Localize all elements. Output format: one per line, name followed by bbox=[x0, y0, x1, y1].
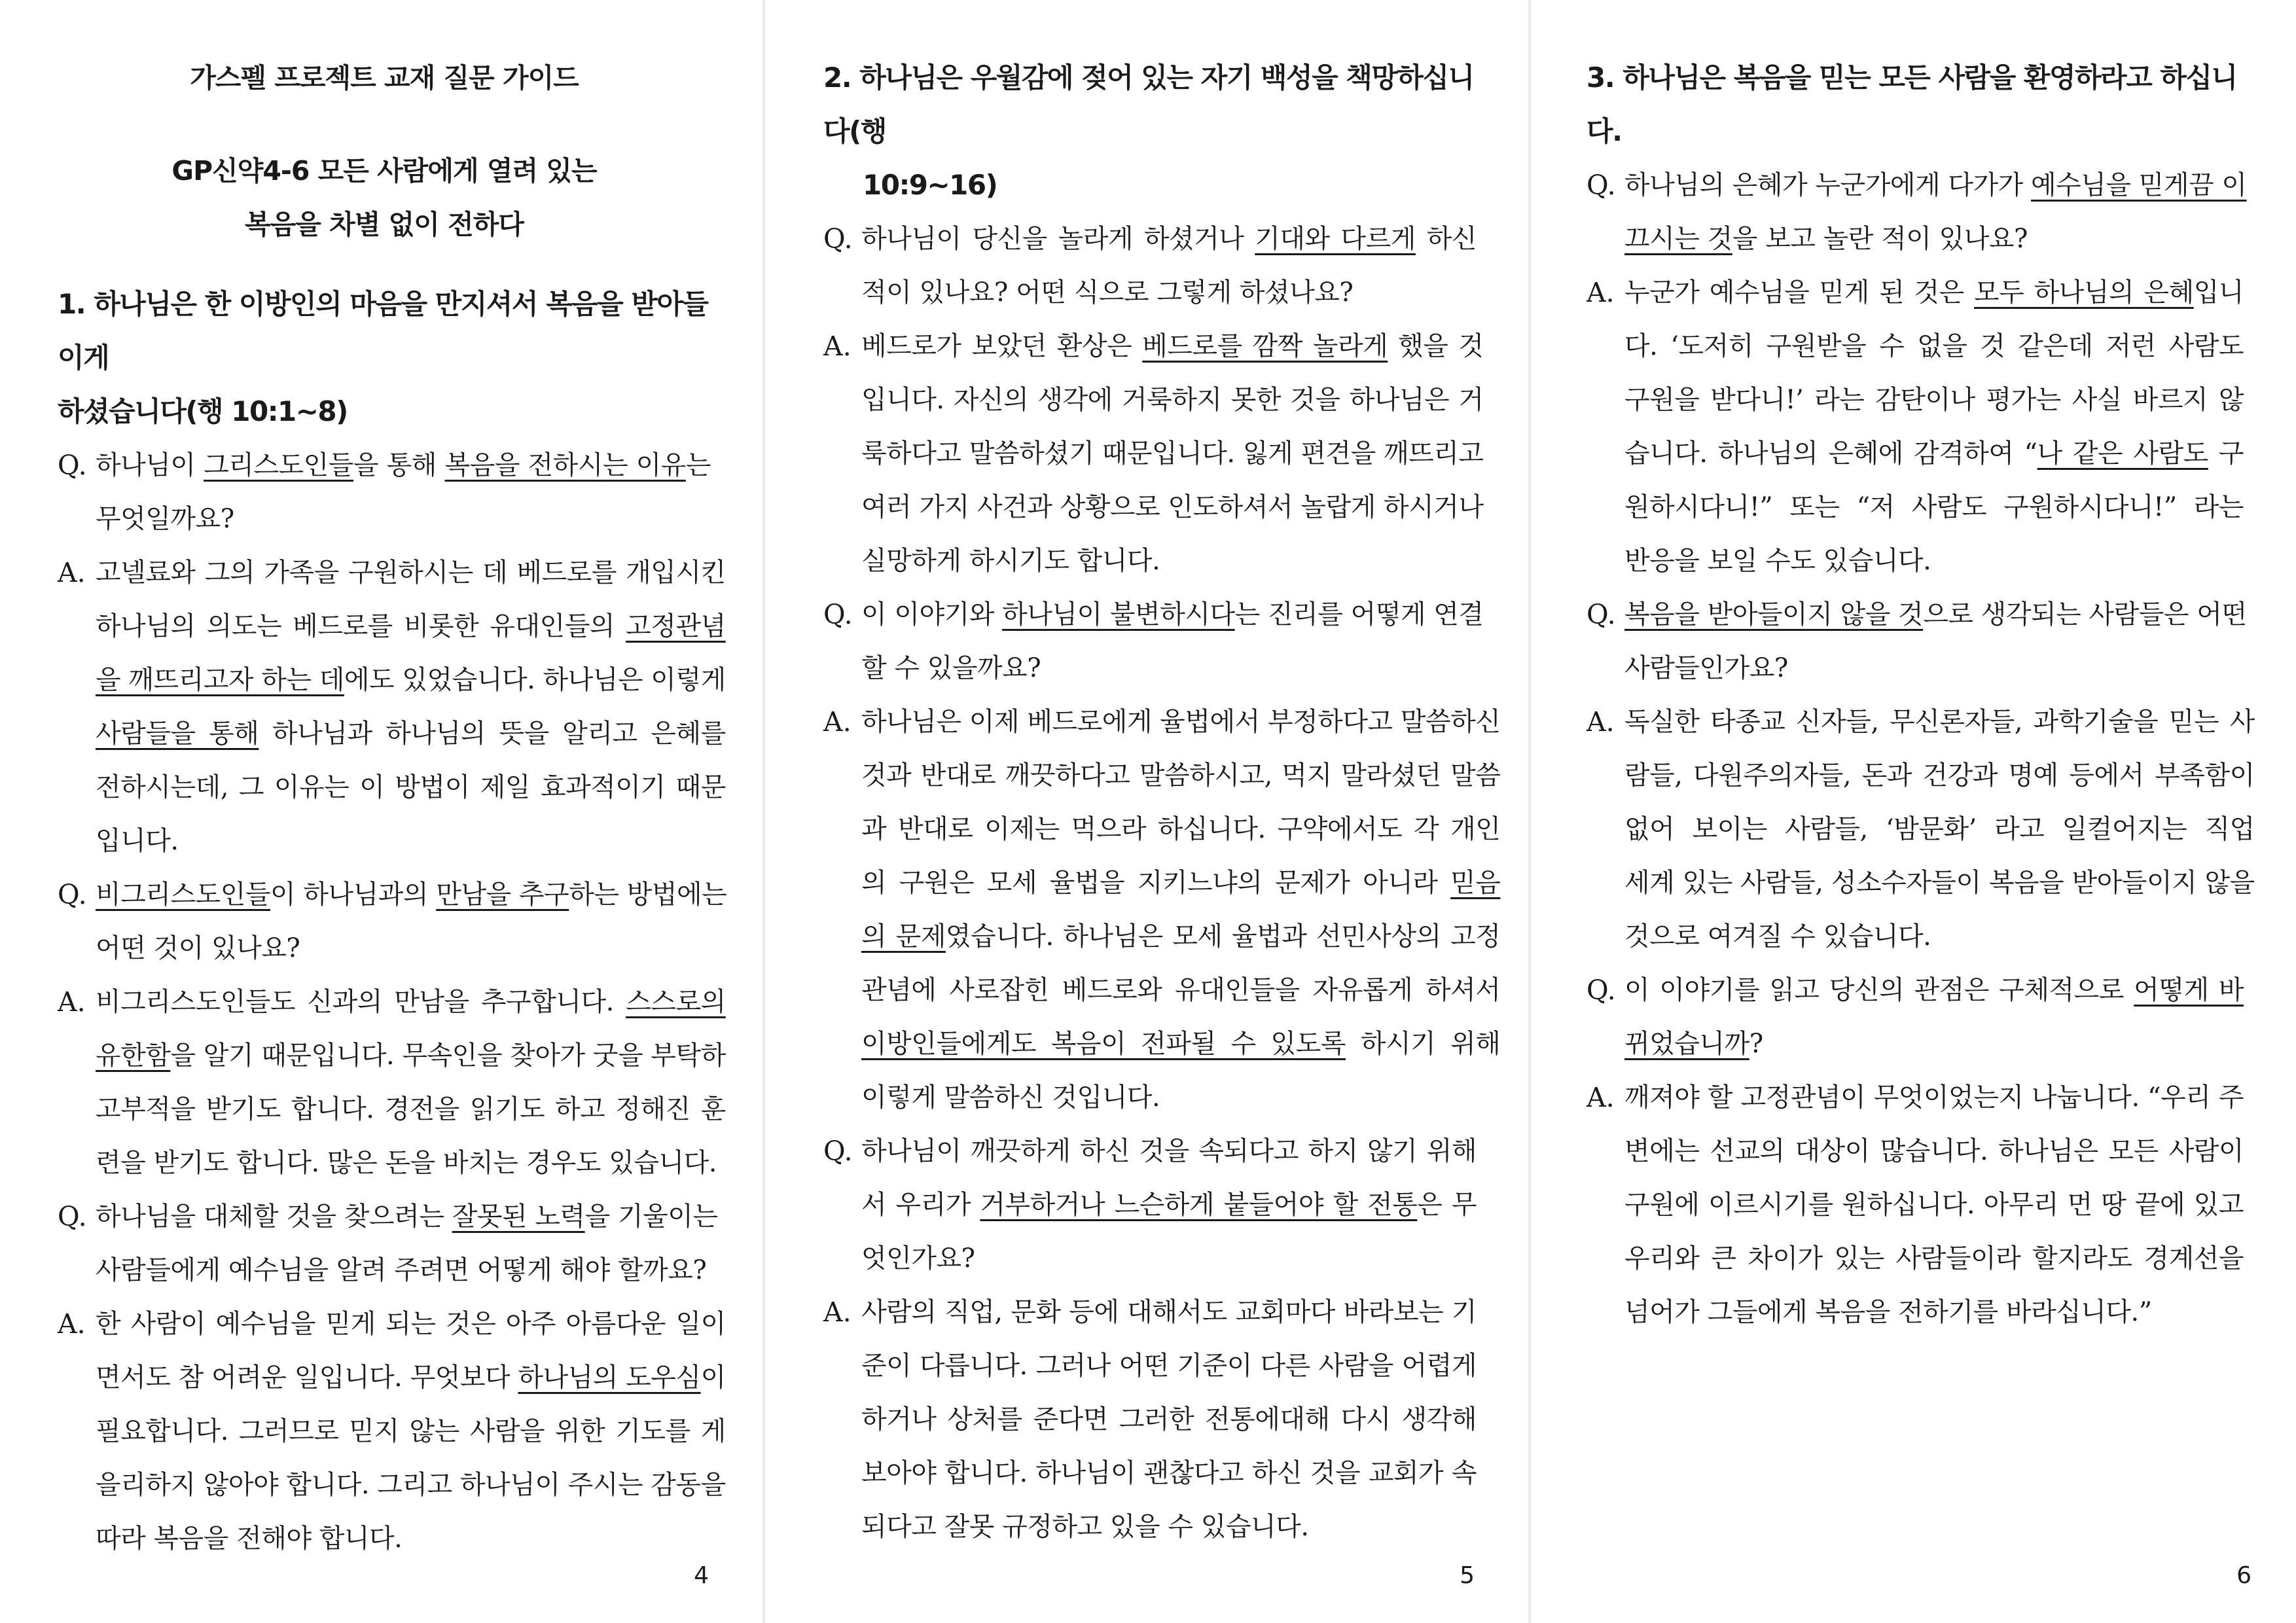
answer bbox=[1587, 266, 2244, 588]
text-run: 준이 다릅니다. 그러나 어떤 기준이 다른 사람을 어렵게 bbox=[861, 1351, 1477, 1381]
underlined-phrase: 복음을 전하시는 이유 bbox=[444, 450, 686, 480]
text-run: 입니 bbox=[2193, 277, 2244, 308]
question bbox=[823, 1124, 1477, 1285]
answer bbox=[823, 1285, 1477, 1554]
question bbox=[823, 212, 1477, 319]
text-run: 입니다. bbox=[96, 826, 179, 856]
text-line bbox=[861, 1178, 1477, 1232]
answer bbox=[823, 695, 1501, 1124]
text-run: 룩하다고 말씀하셨기 때문입니다. 잃게 편견을 깨뜨리고 bbox=[861, 438, 1484, 469]
underlined-phrase: 을 깨뜨리고자 하는 데 bbox=[96, 665, 344, 695]
page-number: 5 bbox=[1460, 1562, 1475, 1589]
question-marker: Q. bbox=[58, 879, 87, 910]
text-line bbox=[96, 1297, 726, 1351]
text-line bbox=[1624, 641, 2247, 695]
text-line bbox=[861, 1285, 1477, 1339]
section-heading-3 bbox=[1587, 51, 2244, 158]
text-run: 이 이야기를 읽고 당신의 관점은 구체적으로 bbox=[1624, 975, 2134, 1005]
text-run: 구 bbox=[2208, 438, 2244, 469]
question-marker: Q. bbox=[1587, 169, 1616, 201]
text-run: 사람들에게 예수님을 알려 주려면 어떻게 해야 할까요? bbox=[96, 1255, 707, 1285]
text-run: 여러 가지 사건과 상황으로 인도하셔서 놀랍게 하시거나 bbox=[861, 492, 1484, 522]
question bbox=[1587, 158, 2247, 266]
question-marker: Q. bbox=[1587, 974, 1616, 1006]
text-run: 련을 받기도 합니다. 많은 돈을 바치는 경우도 있습니다. bbox=[96, 1148, 717, 1178]
answer bbox=[1587, 695, 2255, 963]
question-text bbox=[1624, 588, 2247, 695]
text-line bbox=[96, 492, 711, 546]
text-line bbox=[861, 1124, 1477, 1178]
text-line bbox=[861, 1339, 1477, 1393]
text-line bbox=[861, 1393, 1477, 1446]
page-6 bbox=[1532, 0, 2296, 1623]
section-heading-line: 하셨습니다(행 10:1~8) bbox=[58, 395, 348, 427]
text-run: 하시기 위해 bbox=[1345, 1029, 1501, 1059]
text-run: 에도 있었습니다. 하나님은 이렇게 bbox=[344, 665, 726, 695]
text-run: 변에는 선교의 대상이 많습니다. 하나님은 모든 사람이 bbox=[1624, 1136, 2244, 1166]
text-run: 하나님이 당신을 놀라게 하셨거나 bbox=[861, 224, 1255, 254]
text-run: 없어 보이는 사람들, ‘밤문화’ 라고 일컬어지는 직업 bbox=[1624, 814, 2255, 844]
text-line bbox=[96, 814, 726, 868]
page-number: 6 bbox=[2236, 1562, 2251, 1589]
underlined-phrase: 유한함 bbox=[96, 1041, 171, 1071]
question-marker: Q. bbox=[823, 223, 853, 255]
text-line bbox=[861, 749, 1500, 802]
underlined-phrase: 하나님의 도우심 bbox=[518, 1363, 701, 1393]
text-run: ? bbox=[1749, 1029, 1763, 1059]
text-run: 하는 방법에는 bbox=[569, 880, 727, 910]
answer-text bbox=[861, 695, 1500, 1124]
text-run: 하나님의 은혜가 누군가에게 다가가 bbox=[1624, 170, 2031, 200]
question bbox=[58, 1190, 718, 1297]
text-run: 되다고 잘못 규정하고 있을 수 있습니다. bbox=[861, 1512, 1309, 1542]
text-line bbox=[96, 868, 726, 921]
text-line bbox=[1624, 266, 2244, 319]
question-marker: Q. bbox=[823, 1135, 853, 1167]
text-run: 했을 것 bbox=[1388, 331, 1484, 361]
text-line bbox=[96, 546, 726, 599]
page-divider bbox=[1528, 0, 1531, 1623]
page-divider bbox=[762, 0, 765, 1623]
underlined-phrase: 고정관념 bbox=[626, 611, 726, 641]
text-line bbox=[96, 1351, 726, 1404]
text-line bbox=[96, 599, 726, 653]
text-run: 비그리스도인들도 신과의 만남을 추구합니다. bbox=[96, 987, 626, 1017]
text-run: 으로 생각되는 사람들은 어떤 bbox=[1923, 599, 2247, 630]
underlined-phrase: 잘못된 노력 bbox=[452, 1202, 585, 1232]
text-run: 람들, 다원주의자들, 돈과 건강과 명예 등에서 부족함이 bbox=[1624, 760, 2255, 791]
text-line bbox=[96, 707, 726, 760]
text-line bbox=[1624, 1232, 2244, 1285]
text-run: 원하시다니!” 또는 “저 사람도 구원하시다니!” 라는 bbox=[1624, 492, 2244, 522]
text-line bbox=[861, 802, 1500, 856]
text-run: 이 이야기와 bbox=[861, 599, 1003, 630]
underlined-phrase: 사람들을 통해 bbox=[96, 719, 259, 749]
answer bbox=[823, 319, 1484, 588]
text-line bbox=[96, 1243, 718, 1297]
question-text bbox=[861, 588, 1484, 695]
answer-marker: A. bbox=[823, 1296, 852, 1328]
question-marker: Q. bbox=[58, 1201, 87, 1232]
text-line bbox=[96, 975, 726, 1029]
text-run: 을리하지 않아야 합니다. 그리고 하나님이 주시는 감동을 bbox=[96, 1470, 726, 1500]
text-run: 하나님이 bbox=[96, 450, 204, 480]
text-run: 넘어가 그들에게 복음을 전하기를 바라십니다.” bbox=[1624, 1297, 2152, 1327]
text-line bbox=[1624, 695, 2255, 749]
text-run: 실망하게 하시기도 합니다. bbox=[861, 546, 1160, 576]
text-line bbox=[96, 438, 711, 492]
page-number: 4 bbox=[694, 1562, 709, 1589]
underlined-phrase: 비그리스도인들 bbox=[96, 880, 270, 910]
question bbox=[823, 588, 1484, 695]
text-run: 무엇일까요? bbox=[96, 504, 234, 534]
text-line bbox=[861, 319, 1484, 373]
underlined-phrase: 끄시는 것 bbox=[1624, 224, 1732, 254]
text-run: 하나님의 의도는 베드로를 비롯한 유대인들의 bbox=[96, 611, 626, 641]
underlined-phrase: 모두 하나님의 은혜 bbox=[1974, 277, 2194, 308]
section-heading-line: 10:9~16) bbox=[863, 169, 997, 201]
text-run: 깨져야 할 고정관념이 무엇이었는지 나눕니다. “우리 주 bbox=[1624, 1082, 2244, 1113]
question-marker: Q. bbox=[58, 450, 87, 481]
text-run: 습니다. 하나님의 은혜에 감격하여 “ bbox=[1624, 438, 2037, 469]
text-line bbox=[1624, 373, 2244, 427]
text-line bbox=[96, 760, 726, 814]
underlined-phrase: 하나님이 불변하시다 bbox=[1002, 599, 1235, 630]
text-run: 전하시는데, 그 이유는 이 방법이 제일 효과적이기 때문 bbox=[96, 772, 726, 802]
answer-text bbox=[96, 975, 726, 1190]
text-line bbox=[1624, 212, 2247, 266]
text-run: 고부적을 받기도 합니다. 경전을 읽기도 하고 정해진 훈 bbox=[96, 1094, 726, 1124]
text-run: 것으로 여겨질 수 있습니다. bbox=[1624, 921, 1931, 952]
underlined-phrase: 베드로를 깜짝 놀라게 bbox=[1142, 331, 1388, 361]
text-run: 사람들인가요? bbox=[1624, 653, 1788, 683]
text-run: 이렇게 말씀하신 것입니다. bbox=[861, 1082, 1160, 1113]
answer bbox=[58, 1297, 726, 1565]
page-5 bbox=[766, 0, 1528, 1623]
text-line bbox=[1624, 1178, 2244, 1232]
text-run: 누군가 예수님을 믿게 된 것은 bbox=[1624, 277, 1975, 308]
answer bbox=[1587, 1071, 2244, 1339]
text-run: 어떤 것이 있나요? bbox=[96, 933, 300, 963]
text-line bbox=[1624, 480, 2244, 534]
text-line bbox=[1624, 319, 2244, 373]
text-run: 하나님을 대체할 것을 찾으려는 bbox=[96, 1202, 452, 1232]
lesson-title-line: 복음을 차별 없이 전하다 bbox=[245, 209, 524, 240]
underlined-phrase: 스스로의 bbox=[626, 987, 726, 1017]
text-line bbox=[861, 534, 1484, 588]
underlined-phrase: 의 문제 bbox=[861, 921, 946, 952]
text-line bbox=[96, 921, 726, 975]
text-line bbox=[861, 1500, 1477, 1554]
question-text bbox=[96, 1190, 718, 1297]
question-text bbox=[861, 1124, 1477, 1285]
answer-text bbox=[1624, 1071, 2244, 1339]
text-line bbox=[1624, 749, 2255, 802]
text-line bbox=[861, 963, 1500, 1017]
answer-text bbox=[1624, 266, 2244, 588]
question-marker: Q. bbox=[823, 599, 853, 630]
question-text bbox=[861, 212, 1477, 319]
text-run: 사람의 직업, 문화 등에 대해서도 교회마다 바라보는 기 bbox=[861, 1297, 1477, 1327]
text-run: 보아야 합니다. 하나님이 괜찮다고 하신 것을 교회가 속 bbox=[861, 1458, 1477, 1488]
underlined-phrase: 나 같은 사람도 bbox=[2037, 438, 2208, 469]
text-run: 은 무 bbox=[1417, 1190, 1477, 1220]
answer-marker: A. bbox=[1587, 706, 1615, 738]
text-line bbox=[861, 373, 1484, 427]
text-run: 의 구원은 모세 율법을 지키느냐의 문제가 아니라 bbox=[861, 868, 1451, 898]
text-run: 는 bbox=[685, 450, 711, 480]
qa-list bbox=[58, 438, 727, 1565]
answer-marker: A. bbox=[1587, 277, 1615, 308]
text-run: 베드로가 보았던 환상은 bbox=[861, 331, 1143, 361]
text-run: 독실한 타종교 신자들, 무신론자들, 과학기술을 믿는 사 bbox=[1624, 707, 2255, 737]
text-line bbox=[1624, 534, 2244, 588]
section-heading-line: 2. 하나님은 우월감에 젖어 있는 자기 백성을 책망하십니다(행 bbox=[823, 62, 1474, 147]
underlined-phrase: 믿음 bbox=[1450, 868, 1501, 898]
answer-text bbox=[96, 1297, 726, 1565]
answer-text bbox=[96, 546, 726, 868]
text-run: 을 보고 놀란 적이 있나요? bbox=[1732, 224, 2028, 254]
text-run: 면서도 참 어려운 일입니다. 무엇보다 bbox=[96, 1363, 518, 1393]
text-line bbox=[96, 1404, 726, 1458]
question-text bbox=[1624, 963, 2244, 1071]
text-run: 하나님이 깨끗하게 하신 것을 속되다고 하지 않기 위해 bbox=[861, 1136, 1477, 1166]
text-run: 다. ‘도저히 구원받을 수 없을 것 같은데 저런 사람도 bbox=[1624, 331, 2244, 361]
text-line bbox=[861, 266, 1477, 319]
page-4-content bbox=[58, 51, 727, 1565]
question bbox=[1587, 588, 2247, 695]
text-run: 였습니다. 하나님은 모세 율법과 선민사상의 고정 bbox=[945, 921, 1501, 952]
question bbox=[58, 868, 727, 975]
text-line bbox=[1624, 1285, 2244, 1339]
text-line bbox=[861, 1017, 1500, 1071]
text-run: 반응을 보일 수도 있습니다. bbox=[1624, 546, 1931, 576]
text-line bbox=[1624, 158, 2247, 212]
text-run: 하신 bbox=[1415, 224, 1477, 254]
answer bbox=[58, 975, 726, 1190]
underlined-phrase: 거부하거나 느슨하게 붙들어야 할 전통 bbox=[980, 1190, 1418, 1220]
text-line bbox=[96, 1136, 726, 1190]
text-line bbox=[96, 1190, 718, 1243]
text-line bbox=[861, 480, 1484, 534]
section-heading-1 bbox=[58, 277, 711, 438]
text-run: 을 통해 bbox=[353, 450, 445, 480]
text-run: 구원을 받다니!’ 라는 감탄이나 평가는 사실 바르지 않 bbox=[1624, 385, 2244, 415]
text-line bbox=[1624, 588, 2247, 641]
underlined-phrase: 기대와 다르게 bbox=[1255, 224, 1416, 254]
lesson-title-line: GP신약4-6 모든 사람에게 열려 있는 bbox=[171, 155, 597, 187]
answer-marker: A. bbox=[58, 557, 86, 588]
text-line bbox=[861, 695, 1500, 749]
text-run: 하거나 상처를 준다면 그러한 전통에대해 다시 생각해 bbox=[861, 1404, 1477, 1435]
question bbox=[58, 438, 711, 546]
text-line bbox=[1624, 1124, 2244, 1178]
underlined-phrase: 예수님을 믿게끔 이 bbox=[2030, 170, 2247, 200]
answer-marker: A. bbox=[58, 1308, 86, 1340]
underlined-phrase: 복음을 받아들이지 않을 것 bbox=[1624, 599, 1924, 630]
text-run: 하나님은 이제 베드로에게 율법에서 부정하다고 말씀하신 bbox=[861, 707, 1501, 737]
answer-marker: A. bbox=[823, 330, 852, 362]
answer-text bbox=[861, 319, 1484, 588]
text-line bbox=[861, 1446, 1477, 1500]
text-run: 을 알기 때문입니다. 무속인을 찾아가 굿을 부탁하 bbox=[170, 1041, 726, 1071]
text-line bbox=[861, 910, 1500, 963]
text-line bbox=[861, 427, 1484, 480]
text-run: 것과 반대로 깨끗하다고 말씀하시고, 먹지 말라셨던 말씀 bbox=[861, 760, 1501, 791]
underlined-phrase: 만남을 추구 bbox=[436, 880, 569, 910]
text-line bbox=[861, 641, 1484, 695]
text-run: 한 사람이 예수님을 믿게 되는 것은 아주 아름다운 일이 bbox=[96, 1309, 726, 1339]
page-6-content bbox=[1587, 51, 2255, 1339]
question-marker: Q. bbox=[1587, 599, 1616, 630]
text-run: 는 진리를 어떻게 연결 bbox=[1234, 599, 1484, 630]
underlined-phrase: 어떻게 바 bbox=[2134, 975, 2244, 1005]
question-text bbox=[96, 868, 726, 975]
text-run: 이 bbox=[700, 1363, 726, 1393]
document-title: 가스펠 프로젝트 교재 질문 가이드 bbox=[190, 62, 579, 94]
text-run: 필요합니다. 그러므로 믿지 않는 사람을 위한 기도를 게 bbox=[96, 1416, 726, 1446]
answer bbox=[58, 546, 726, 868]
text-run: 구원에 이르시기를 원하십니다. 아무리 먼 땅 끝에 있고 bbox=[1624, 1190, 2244, 1220]
underlined-phrase: 그리스도인들 bbox=[204, 450, 353, 480]
text-line bbox=[96, 1458, 726, 1512]
text-run: 따라 복음을 전해야 합니다. bbox=[96, 1524, 403, 1554]
underlined-phrase: 이방인들에게도 복음이 전파될 수 있도록 bbox=[861, 1029, 1346, 1059]
text-line bbox=[1624, 910, 2255, 963]
qa-list bbox=[1587, 158, 2255, 1339]
text-line bbox=[1624, 1071, 2244, 1124]
text-line bbox=[96, 1082, 726, 1136]
text-line bbox=[1624, 1017, 2244, 1071]
answer-text bbox=[1624, 695, 2255, 963]
text-run: 적이 있나요? 어떤 식으로 그렇게 하셨나요? bbox=[861, 277, 1354, 308]
text-run: 세계 있는 사람들, 성소수자들이 복음을 받아들이지 않을 bbox=[1624, 868, 2255, 898]
text-run: 과 반대로 이제는 먹으라 하십니다. 구약에서도 각 개인 bbox=[861, 814, 1501, 844]
text-run: 할 수 있을까요? bbox=[861, 653, 1041, 683]
answer-marker: A. bbox=[823, 706, 852, 738]
lesson-title bbox=[58, 144, 711, 251]
text-run: 서 우리가 bbox=[861, 1190, 980, 1220]
question-text bbox=[96, 438, 711, 546]
text-line bbox=[96, 653, 726, 707]
text-run: 우리와 큰 차이가 있는 사람들이라 할지라도 경계선을 bbox=[1624, 1243, 2244, 1274]
qa-list bbox=[823, 212, 1501, 1554]
text-run: 관념에 사로잡힌 베드로와 유대인들을 자유롭게 하셔서 bbox=[861, 975, 1501, 1005]
underlined-phrase: 뀌었습니까 bbox=[1624, 1029, 1749, 1059]
text-line bbox=[96, 1029, 726, 1082]
section-heading-line: 1. 하나님은 한 이방인의 마음을 만지셔서 복음을 받아들이게 bbox=[58, 288, 708, 374]
text-line bbox=[1624, 427, 2244, 480]
text-run: 엇인가요? bbox=[861, 1243, 975, 1274]
section-heading-2 bbox=[823, 51, 1477, 212]
text-run: 을 기울이는 bbox=[584, 1202, 718, 1232]
page-4 bbox=[0, 0, 762, 1623]
text-line bbox=[861, 1071, 1500, 1124]
answer-marker: A. bbox=[58, 986, 86, 1018]
text-line bbox=[1624, 802, 2255, 856]
text-run: 입니다. 자신의 생각에 거룩하지 못한 것을 하나님은 거 bbox=[861, 385, 1484, 415]
text-line bbox=[96, 1512, 726, 1565]
text-run: 고넬료와 그의 가족을 구원하시는 데 베드로를 개입시킨 bbox=[96, 558, 726, 588]
text-line bbox=[1624, 963, 2244, 1017]
text-line bbox=[1624, 856, 2255, 910]
text-line bbox=[861, 588, 1484, 641]
answer-marker: A. bbox=[1587, 1082, 1615, 1113]
text-line bbox=[861, 1232, 1477, 1285]
page-5-content bbox=[823, 51, 1501, 1554]
text-line bbox=[861, 856, 1500, 910]
question bbox=[1587, 963, 2244, 1071]
text-run: 이 하나님과의 bbox=[270, 880, 437, 910]
text-line bbox=[861, 212, 1477, 266]
section-heading-line: 3. 하나님은 복음을 믿는 모든 사람을 환영하라고 하십니다. bbox=[1587, 62, 2237, 147]
answer-text bbox=[861, 1285, 1477, 1554]
text-run: 하나님과 하나님의 뜻을 알리고 은혜를 bbox=[259, 719, 726, 749]
question-text bbox=[1624, 158, 2247, 266]
